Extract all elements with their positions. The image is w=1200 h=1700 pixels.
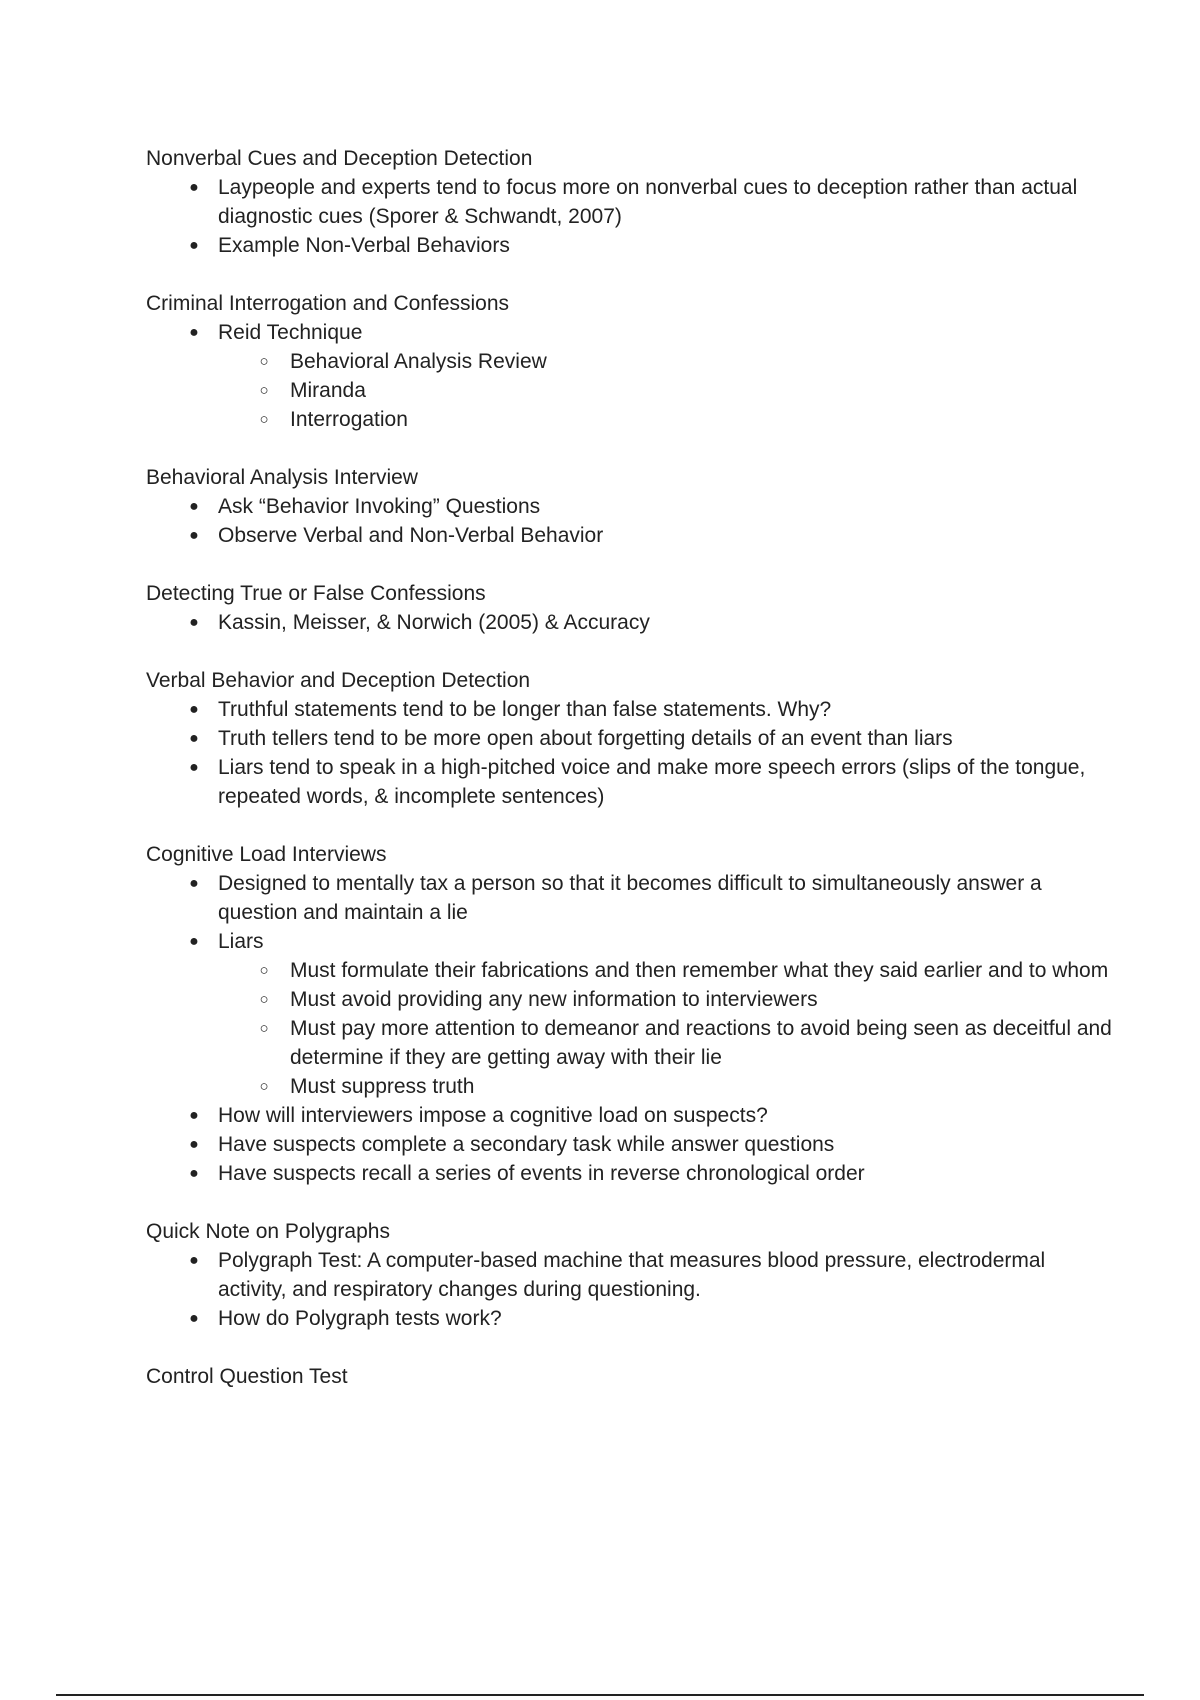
sub-list-item-text: Must avoid providing any new information to interviewers xyxy=(290,988,818,1011)
section-heading: Behavioral Analysis Interview xyxy=(146,466,418,489)
note-section xyxy=(146,1217,1116,1333)
bullet-list xyxy=(146,608,1116,637)
bullet-dot-icon: ● xyxy=(189,498,199,515)
section-heading: Cognitive Load Interviews xyxy=(146,843,387,866)
list-item-text: Ask “Behavior Invoking” Questions xyxy=(218,495,541,518)
list-item xyxy=(189,492,1116,521)
bullet-circle-icon: ○ xyxy=(259,991,269,1008)
list-item-text: Designed to mentally tax a person so that it becomes difficult to simultaneously answer a question and maintain a lie xyxy=(218,872,1042,924)
section-heading: Nonverbal Cues and Deception Detection xyxy=(146,147,533,170)
list-item-text: Reid Technique xyxy=(218,321,363,344)
bullet-dot-icon: ● xyxy=(189,1252,199,1269)
bullet-list xyxy=(146,173,1116,260)
sub-list-item-text: Interrogation xyxy=(290,408,408,431)
sub-list-item xyxy=(259,405,1116,434)
bullet-dot-icon: ● xyxy=(189,1310,199,1327)
bullet-list xyxy=(146,695,1116,811)
list-item xyxy=(189,231,1116,260)
sub-list-item xyxy=(259,956,1116,985)
sub-list-item xyxy=(259,1072,1116,1101)
bullet-dot-icon: ● xyxy=(189,237,199,254)
bullet-dot-icon: ● xyxy=(189,324,199,341)
section-heading: Control Question Test xyxy=(146,1365,348,1388)
list-item xyxy=(189,173,1116,231)
bullet-circle-icon: ○ xyxy=(259,382,269,399)
list-item-text: Laypeople and experts tend to focus more on nonverbal cues to deception rather than actual diagnostic cues (Sporer & Schwandt, 2007) xyxy=(218,176,1078,228)
list-item-text: Truth tellers tend to be more open about forgetting details of an event than liars xyxy=(218,727,953,750)
list-item xyxy=(189,695,1116,724)
sub-list-item xyxy=(259,985,1116,1014)
list-item-text: Kassin, Meisser, & Norwich (2005) & Accuracy xyxy=(218,611,650,634)
bullet-dot-icon: ● xyxy=(189,1107,199,1124)
list-item xyxy=(189,869,1116,927)
sub-list-item-text: Must suppress truth xyxy=(290,1075,475,1098)
list-item-text: Liars xyxy=(218,930,264,953)
list-item xyxy=(189,521,1116,550)
bullet-dot-icon: ● xyxy=(189,1136,199,1153)
sub-list-item xyxy=(259,1014,1116,1072)
list-item xyxy=(189,927,1116,1101)
bullet-dot-icon: ● xyxy=(189,730,199,747)
list-item xyxy=(189,1101,1116,1130)
bullet-list xyxy=(146,492,1116,550)
list-item xyxy=(189,753,1116,811)
sub-list-item-text: Miranda xyxy=(290,379,366,402)
bullet-list xyxy=(146,318,1116,434)
page-bottom-rule xyxy=(56,1694,1144,1696)
list-item-text: How do Polygraph tests work? xyxy=(218,1307,502,1330)
bullet-dot-icon: ● xyxy=(189,759,199,776)
list-item xyxy=(189,724,1116,753)
list-item xyxy=(189,1159,1116,1188)
sub-list-item-text: Must pay more attention to demeanor and reactions to avoid being seen as deceitful and determine if they are getting away with their lie xyxy=(290,1017,1112,1069)
bullet-list xyxy=(146,1246,1116,1333)
bullet-circle-icon: ○ xyxy=(259,411,269,428)
sub-bullet-list xyxy=(218,347,1116,434)
bullet-circle-icon: ○ xyxy=(259,962,269,979)
list-item-text: Polygraph Test: A computer-based machine that measures blood pressure, electrodermal activity, and respiratory changes during questioning. xyxy=(218,1249,1046,1301)
bullet-circle-icon: ○ xyxy=(259,353,269,370)
section-heading: Criminal Interrogation and Confessions xyxy=(146,292,510,315)
sub-list-item xyxy=(259,347,1116,376)
list-item xyxy=(189,318,1116,434)
note-section xyxy=(146,144,1116,260)
section-heading: Quick Note on Polygraphs xyxy=(146,1220,390,1243)
section-heading: Detecting True or False Confessions xyxy=(146,582,486,605)
note-section xyxy=(146,463,1116,550)
bullet-list xyxy=(146,869,1116,1188)
bullet-dot-icon: ● xyxy=(189,1165,199,1182)
list-item-text: Observe Verbal and Non-Verbal Behavior xyxy=(218,524,604,547)
bullet-dot-icon: ● xyxy=(189,614,199,631)
bullet-circle-icon: ○ xyxy=(259,1078,269,1095)
note-section xyxy=(146,840,1116,1188)
bullet-dot-icon: ● xyxy=(189,701,199,718)
bullet-dot-icon: ● xyxy=(189,527,199,544)
sub-bullet-list xyxy=(218,956,1116,1101)
list-item-text: Have suspects complete a secondary task while answer questions xyxy=(218,1133,835,1156)
bullet-circle-icon: ○ xyxy=(259,1020,269,1037)
list-item-text: Truthful statements tend to be longer than false statements. Why? xyxy=(218,698,832,721)
note-section xyxy=(146,289,1116,434)
list-item-text: Example Non-Verbal Behaviors xyxy=(218,234,510,257)
list-item xyxy=(189,1246,1116,1304)
list-item-text: How will interviewers impose a cognitive load on suspects? xyxy=(218,1104,768,1127)
sub-list-item-text: Behavioral Analysis Review xyxy=(290,350,547,373)
sub-list-item xyxy=(259,376,1116,405)
note-section xyxy=(146,666,1116,811)
list-item xyxy=(189,1130,1116,1159)
list-item xyxy=(189,1304,1116,1333)
list-item xyxy=(189,608,1116,637)
document-body xyxy=(146,144,1116,1420)
section-heading: Verbal Behavior and Deception Detection xyxy=(146,669,531,692)
list-item-text: Have suspects recall a series of events in reverse chronological order xyxy=(218,1162,865,1185)
bullet-dot-icon: ● xyxy=(189,933,199,950)
bullet-dot-icon: ● xyxy=(189,875,199,892)
bullet-dot-icon: ● xyxy=(189,179,199,196)
sub-list-item-text: Must formulate their fabrications and then remember what they said earlier and to whom xyxy=(290,959,1109,982)
list-item-text: Liars tend to speak in a high-pitched voice and make more speech errors (slips of the tongue, repeated words, & incomplete sentences) xyxy=(218,756,1086,808)
note-section xyxy=(146,579,1116,637)
note-section xyxy=(146,1362,1116,1391)
